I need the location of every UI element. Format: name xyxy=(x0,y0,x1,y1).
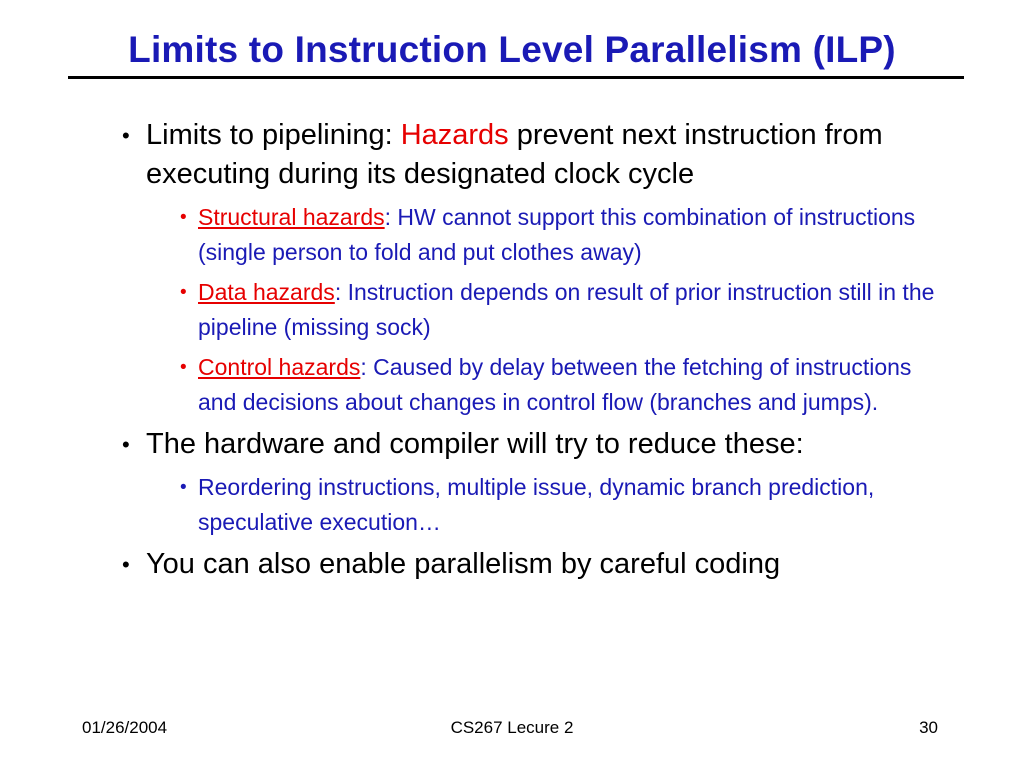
bullet-dot-icon: • xyxy=(122,432,130,457)
reordering-description: Reordering instructions, multiple issue, dynamic branch prediction, speculative execution… xyxy=(198,474,875,535)
control-hazards-description: : Caused by delay between the fetching of instructions and decisions about changes in control flow (branches and jumps). xyxy=(198,354,912,415)
footer-course: CS267 Lecure 2 xyxy=(450,718,574,737)
footer-page-number: 30 xyxy=(919,718,938,737)
bullet-prefix-text: Limits to pipelining: xyxy=(146,119,401,151)
data-hazards-description: : Instruction depends on result of prior instruction still in the pipeline (missing sock) xyxy=(198,279,935,340)
bullet-suffix-text: prevent next instruction from executing during its designated clock cycle xyxy=(146,119,883,190)
bullet-dot-icon: • xyxy=(122,552,130,577)
bullet-text: You can also enable parallelism by careful coding xyxy=(146,548,781,580)
sub-bullet-dot-icon: • xyxy=(180,477,187,498)
bullet-careful-coding xyxy=(116,545,956,584)
title-underline-divider xyxy=(68,76,964,79)
footer-date: 01/26/2004 xyxy=(82,718,168,737)
bullet-limits-to-pipelining xyxy=(116,116,956,194)
bullet-text: The hardware and compiler will try to reduce these: xyxy=(146,428,804,460)
hazards-highlight: Hazards xyxy=(400,119,509,151)
sub-bullet-reordering xyxy=(168,470,956,540)
sub-bullet-dot-icon: • xyxy=(180,357,187,378)
slide-title: Limits to Instruction Level Parallelism (ILP) xyxy=(128,29,896,70)
sub-bullet-structural-hazards xyxy=(168,200,956,270)
structural-hazards-term: Structural hazards xyxy=(198,204,385,230)
data-hazards-term: Data hazards xyxy=(198,279,335,305)
bullet-hardware-compiler xyxy=(116,425,956,464)
structural-hazards-description: : HW cannot support this combination of instructions (single person to fold and put clothes away) xyxy=(198,204,916,265)
control-hazards-term: Control hazards xyxy=(198,354,361,380)
sub-bullet-dot-icon: • xyxy=(180,207,187,228)
sub-bullet-data-hazards xyxy=(168,275,956,345)
sub-bullet-control-hazards xyxy=(168,350,956,420)
sub-bullet-dot-icon: • xyxy=(180,282,187,303)
slide-body xyxy=(116,116,956,590)
bullet-dot-icon: • xyxy=(122,123,130,148)
